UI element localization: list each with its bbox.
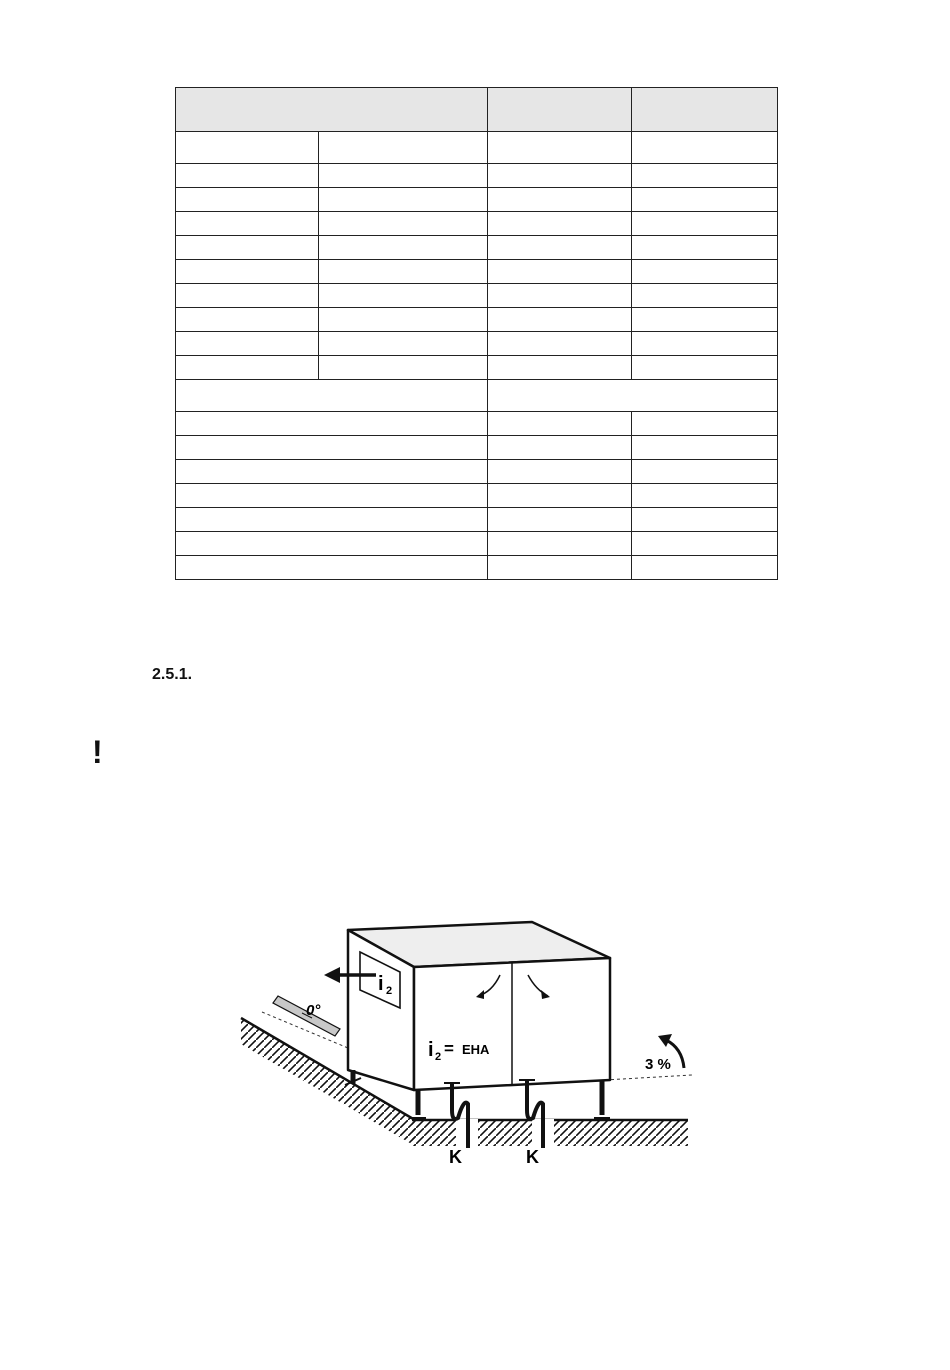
table-cell (319, 132, 488, 164)
table-row (176, 460, 778, 484)
table-cell (488, 236, 632, 260)
table-row (176, 556, 778, 580)
table-cell (488, 436, 632, 460)
table-cell (176, 132, 319, 164)
table-row (176, 284, 778, 308)
legend-value: EHA (462, 1042, 490, 1057)
table-cell (176, 332, 319, 356)
table-cell (176, 436, 488, 460)
table-row (176, 436, 778, 460)
table-cell (176, 556, 488, 580)
table-cell (488, 284, 632, 308)
table-cell (632, 412, 778, 436)
table-cell (176, 380, 488, 412)
table-cell (488, 260, 632, 284)
table-cell (319, 188, 488, 212)
table-cell (632, 164, 778, 188)
table-row (176, 484, 778, 508)
table-cell (632, 484, 778, 508)
table-cell (632, 460, 778, 484)
table-cell (488, 132, 632, 164)
table-cell (319, 308, 488, 332)
table-cell (488, 412, 632, 436)
table-cell (319, 356, 488, 380)
table-cell (176, 412, 488, 436)
table-cell (632, 556, 778, 580)
legend-equals: = (444, 1039, 454, 1058)
table-cell (632, 436, 778, 460)
table-cell (632, 532, 778, 556)
inlet-label: i (378, 973, 384, 995)
table-cell (488, 308, 632, 332)
table-cell (632, 132, 778, 164)
legend-prefix: i (428, 1039, 434, 1061)
table-cell (319, 164, 488, 188)
exclamation-notice-icon: ! (92, 734, 103, 770)
table-cell (488, 356, 632, 380)
table-cell (632, 260, 778, 284)
flat-ground (412, 1119, 688, 1147)
table-cell (488, 212, 632, 236)
table-row (176, 164, 778, 188)
table-cell (176, 356, 319, 380)
table-row (176, 356, 778, 380)
table-cell (176, 308, 319, 332)
table-row (176, 260, 778, 284)
table-cell (488, 164, 632, 188)
table-row (176, 508, 778, 532)
specifications-table (175, 87, 778, 580)
table-cell (488, 380, 778, 412)
table-cell (488, 556, 632, 580)
table-row (176, 188, 778, 212)
inlet-subscript: 2 (386, 985, 393, 997)
table-cell (488, 188, 632, 212)
table-cell (632, 284, 778, 308)
slope-label: 3 % (645, 1056, 671, 1073)
table-cell (176, 212, 319, 236)
table-cell (176, 260, 319, 284)
table-cell (176, 164, 319, 188)
slope-reference-line (605, 1075, 692, 1080)
table-cell (319, 212, 488, 236)
table-row (176, 332, 778, 356)
table-row (176, 532, 778, 556)
table-row (176, 212, 778, 236)
table-cell (632, 236, 778, 260)
table-cell (176, 460, 488, 484)
table-cell (319, 284, 488, 308)
table-section-row (176, 380, 778, 412)
table-cell (319, 260, 488, 284)
table-cell (632, 212, 778, 236)
table-cell (632, 332, 778, 356)
table-cell (632, 508, 778, 532)
table-header-cell (488, 88, 632, 132)
installation-figure (230, 910, 700, 1170)
table-cell (488, 532, 632, 556)
table-cell (488, 508, 632, 532)
level-angle-label: 0° (306, 1002, 321, 1019)
table-cell (176, 508, 488, 532)
legend-subscript: 2 (435, 1051, 442, 1063)
table-cell (488, 484, 632, 508)
table-cell (176, 284, 319, 308)
table-header-row (176, 88, 778, 132)
table-cell (319, 236, 488, 260)
table-row (176, 412, 778, 436)
table-cell (319, 332, 488, 356)
table-cell (632, 188, 778, 212)
table-cell (632, 356, 778, 380)
table-cell (176, 188, 319, 212)
table-header-cell (632, 88, 778, 132)
table-cell (176, 532, 488, 556)
table-row (176, 236, 778, 260)
table-cell (488, 460, 632, 484)
drain-label-left: K (449, 1147, 462, 1167)
drain-label-right: K (526, 1147, 539, 1167)
table-header-cell (176, 88, 488, 132)
table-cell (488, 332, 632, 356)
table-cell (176, 484, 488, 508)
table-cell (176, 236, 319, 260)
table-row (176, 132, 778, 164)
table-row (176, 308, 778, 332)
section-heading-number: 2.5.1. (152, 666, 193, 683)
table-cell (632, 308, 778, 332)
